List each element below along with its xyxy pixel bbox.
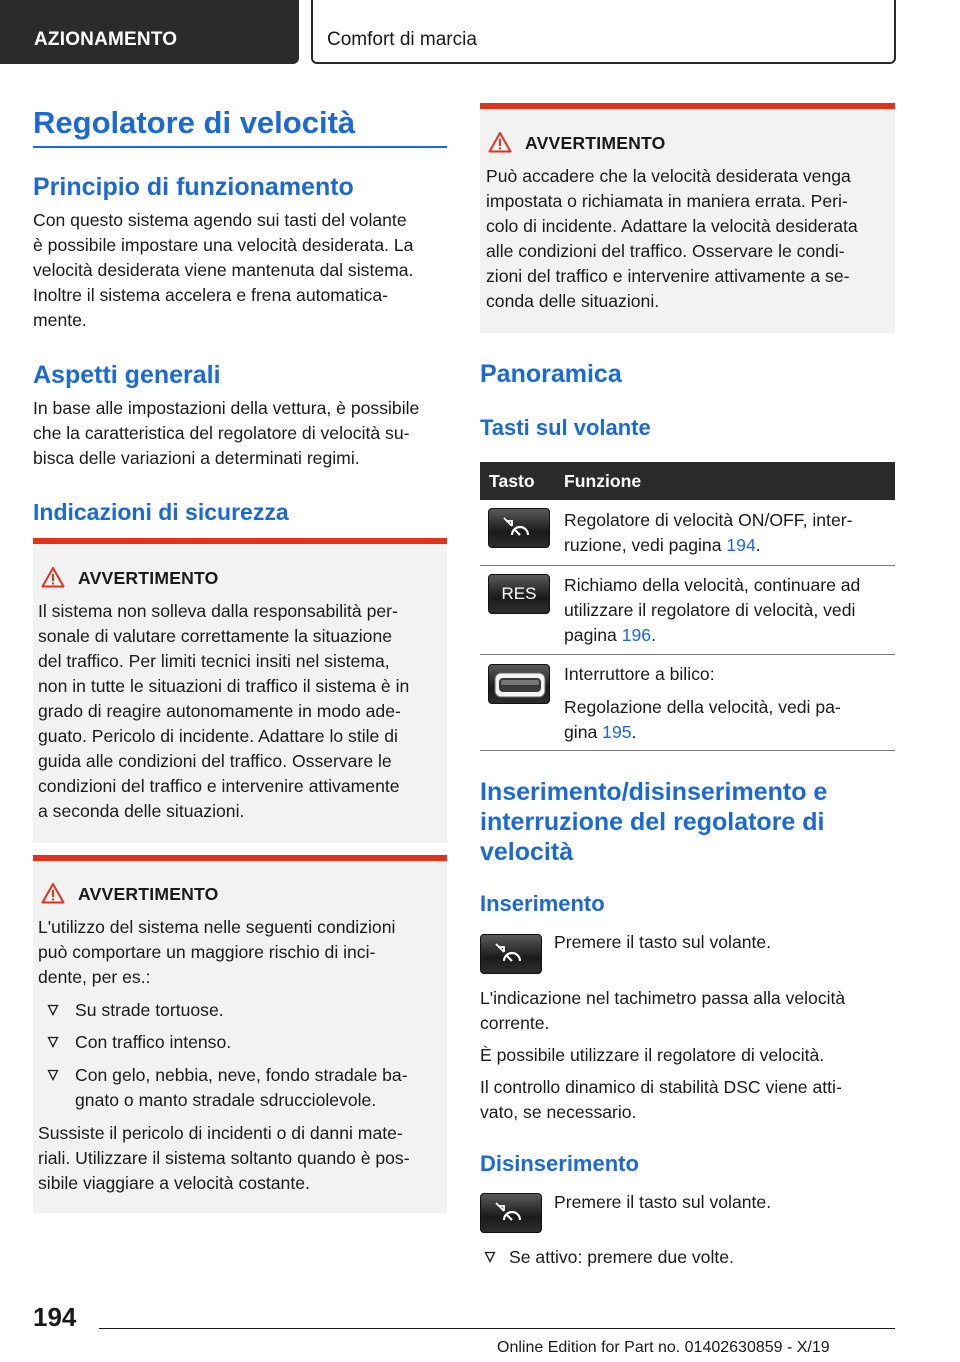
bullet-triangle-icon [47, 1069, 59, 1081]
cruise-control-button-image [480, 934, 542, 974]
warning-intro-2: L'utilizzo del sistema nelle seguenti condizioni può comportare un maggiore rischio di inci‐ dente, per es.: [38, 917, 396, 987]
warning-text-3: Può accadere che la velocità desiderata venga impostata o richiamata in maniera errata. Peri‐ colo di incidente. Adattare la velocità desiderata alle condizioni del traffico. Osservare le condi‐ zioni del traffico e intervenire attivamente a se‐ conda delle situazioni. [486, 166, 858, 311]
heading-inserimento: Inserimento/disinserimento e interruzione del regolatore di velocità [480, 778, 828, 866]
page-number: 194 [33, 1302, 77, 1332]
footer-rule [99, 1328, 895, 1329]
dsc-text: Il controllo dinamico di stabilità DSC viene atti‐ vato, se necessario. [480, 1077, 842, 1122]
bullet-triangle-icon [484, 1251, 496, 1263]
inserimento-text: L'indicazione nel tachimetro passa alla velocità corrente. [480, 988, 846, 1033]
cruise-control-icon [489, 509, 551, 549]
bullet-item: Con gelo, nebbia, neve, fondo stradale ba‐ gnato o manto stradale sdrucciolevole. [47, 1063, 437, 1113]
heading-panoramica: Panoramica [480, 360, 622, 388]
cruise-control-icon [481, 935, 543, 975]
bullet-triangle-icon [47, 1004, 59, 1016]
chapter-label: Comfort di marcia [327, 29, 477, 50]
table-row-3-text: Interruttore a bilico: Regolazione della velocità, vedi pa‐ gina 195. [564, 664, 841, 742]
warning-title-2: AVVERTIMENTO [78, 884, 219, 904]
table-header [480, 462, 895, 500]
page-link-195[interactable]: 195 [602, 722, 632, 742]
cruise-control-icon [481, 1194, 543, 1234]
heading-sicurezza: Indicazioni di sicurezza [33, 499, 289, 525]
chapter-tab [311, 0, 896, 64]
cruise-control-button-image [480, 1193, 542, 1233]
bullet-item: Con traffico intenso. [47, 1030, 437, 1055]
bullet-item: Su strade tortuose. [47, 998, 437, 1023]
res-button-image [488, 574, 550, 614]
warning-triangle-icon [488, 131, 512, 153]
col-funzione: Funzione [564, 471, 642, 491]
bullet-item: Se attivo: premere due volte. [484, 1245, 884, 1270]
page-link-196[interactable]: 196 [621, 625, 652, 645]
disinserimento-press: Premere il tasto sul volante. [554, 1192, 772, 1212]
table-row-2-text: Richiamo della velocità, continuare ad utilizzare il regolatore di velocità, vedi pagina 196. [564, 575, 861, 645]
bullet-triangle-icon [47, 1036, 59, 1048]
heading-principio: Principio di funzionamento [33, 173, 354, 201]
warning-text-1: Il sistema non solleva dalla responsabilità per‐ sonale di valutare correttamente la situazione del traffico. Per limiti tecnici insiti nel sistema, non in tutte le situazioni di traffico il sistema è in grado di reagire autonomamente in modo ade‐ guato. Pericolo di incidente. Adattare lo stile di guida alle condizioni del traffico. Osservare le condizioni del traffico e intervenire attivamente a seconda delle situazioni. [38, 601, 410, 821]
inserimento-press: Premere il tasto sul volante. [554, 932, 772, 952]
inserimento-possible: È possibile utilizzare il regolatore di velocità. [480, 1045, 825, 1065]
section-label: AZIONAMENTO [34, 29, 178, 50]
rocker-switch-icon [489, 665, 551, 705]
rocker-switch-image [488, 664, 550, 704]
col-tasto: Tasto [489, 471, 535, 491]
section-tab [0, 0, 299, 64]
res-label: RES [501, 584, 537, 603]
row-divider [480, 750, 895, 751]
warning-triangle-icon [41, 566, 65, 588]
footer-edition: Online Edition for Part no. 01402630859 - X/19 [497, 1339, 830, 1356]
page-title: Regolatore di velocità [33, 105, 356, 140]
page-link-194[interactable]: 194 [726, 535, 756, 555]
row-divider [480, 654, 895, 655]
heading-inserimento-sub: Inserimento [480, 891, 605, 916]
aspetti-text: In base alle impostazioni della vettura, è possibile che la caratteristica del regolatore di velocità su‐ bisca delle variazioni a determinati regimi. [33, 398, 420, 468]
heading-aspetti: Aspetti generali [33, 361, 221, 389]
title-rule [33, 146, 447, 148]
row-divider [480, 565, 895, 566]
warning-triangle-icon [41, 882, 65, 904]
heading-tasti: Tasti sul volante [480, 415, 651, 440]
heading-disinserimento: Disinserimento [480, 1151, 639, 1176]
table-row-1-text: Regolatore di velocità ON/OFF, inter‐ ruzione, vedi pagina 194. [564, 510, 853, 555]
warning-title-1: AVVERTIMENTO [78, 568, 219, 588]
cruise-control-button-image [488, 508, 550, 548]
principio-text: Con questo sistema agendo sui tasti del volante è possibile impostare una velocità desiderata. La velocità desiderata viene mantenuta dal sistema. Inoltre il sistema accelera e frena automatica‐ mente. [33, 210, 414, 330]
warning-title-3: AVVERTIMENTO [525, 133, 666, 153]
warning-outro-2: Sussiste il pericolo di incidenti o di danni mate‐ riali. Utilizzare il sistema soltanto quando è pos‐ sibile viaggiare a velocità costante. [38, 1123, 410, 1193]
